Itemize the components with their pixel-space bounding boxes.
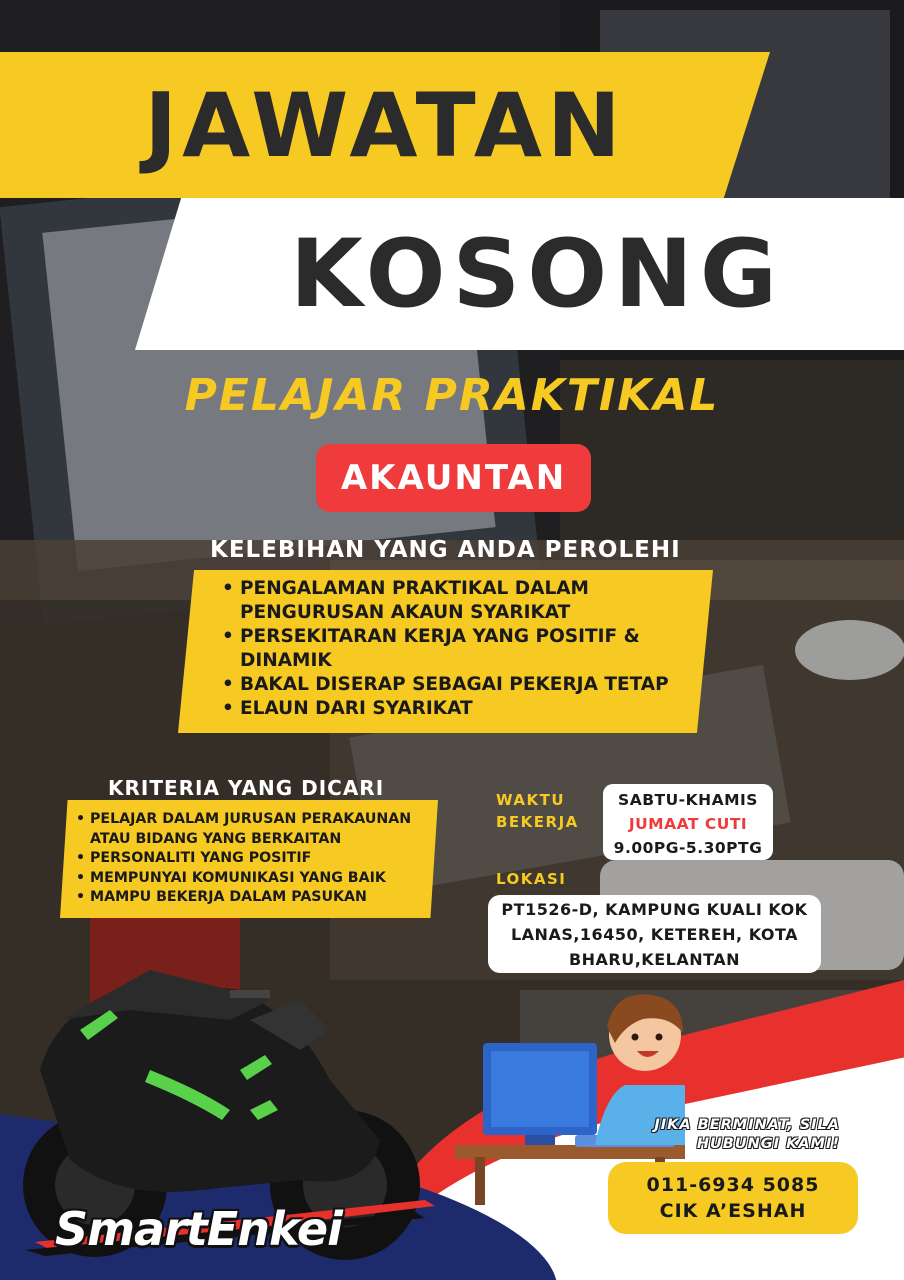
position-badge: AKAUNTAN [316, 444, 591, 512]
contact-note [620, 1116, 840, 1154]
list-item: • MEMPUNYAI KOMUNIKASI YANG BAIK [76, 869, 436, 889]
smartenkei-logo [25, 1192, 445, 1258]
criteria-list [76, 810, 436, 908]
work-hours-label-line-2: BEKERJA [496, 813, 579, 831]
work-days: SABTU-KHAMIS [618, 791, 758, 809]
contact-note-line-2: HUBUNGI KAMI! [696, 1136, 840, 1152]
location-panel [488, 895, 821, 973]
list-item: • PERSONALITI YANG POSITIF [76, 849, 436, 869]
list-item: • PENGALAMAN PRAKTIKAL DALAM PENGURUSAN AKAUN SYARIKAT [222, 577, 702, 625]
contact-note-line-1: JIKA BERMINAT, SILA [654, 1117, 840, 1133]
contact-name: CIK A’ESHAH [659, 1200, 807, 1222]
contact-panel [608, 1162, 858, 1234]
title-line-2: KOSONG [290, 219, 784, 329]
list-item: • PERSEKITARAN KERJA YANG POSITIF & DINAMIK [222, 625, 702, 673]
benefits-list [222, 577, 702, 721]
benefits-heading: KELEBIHAN YANG ANDA PEROLEHI [210, 537, 681, 563]
subtitle: PELAJAR PRAKTIKAL [184, 370, 720, 421]
work-hours-label [496, 789, 606, 833]
list-item: • MAMPU BEKERJA DALAM PASUKAN [76, 888, 436, 908]
work-time: 9.00PG-5.30PTG [613, 839, 763, 857]
title-line-1: JAWATAN [144, 73, 626, 177]
contact-phone[interactable]: 011-6934 5085 [646, 1174, 820, 1196]
address-line-3: BHARU,KELANTAN [568, 950, 741, 969]
address-line-1: PT1526-D, KAMPUNG KUALI KOK [501, 900, 808, 919]
work-hours-panel [603, 784, 773, 860]
criteria-heading: KRITERIA YANG DICARI [108, 776, 385, 800]
list-item: • BAKAL DISERAP SEBAGAI PEKERJA TETAP [222, 673, 702, 697]
list-item: • ELAUN DARI SYARIKAT [222, 697, 702, 721]
address-line-2: LANAS,16450, KETEREH, KOTA [510, 925, 799, 944]
brand-logo-text: SmartEnkei [55, 1202, 342, 1256]
work-hours-label-line-1: WAKTU [496, 791, 566, 809]
location-label: LOKASI [496, 870, 567, 888]
list-item: • PELAJAR DALAM JURUSAN PERAKAUNAN ATAU BIDANG YANG BERKAITAN [76, 810, 436, 849]
off-day: JUMAAT CUTI [628, 815, 748, 833]
